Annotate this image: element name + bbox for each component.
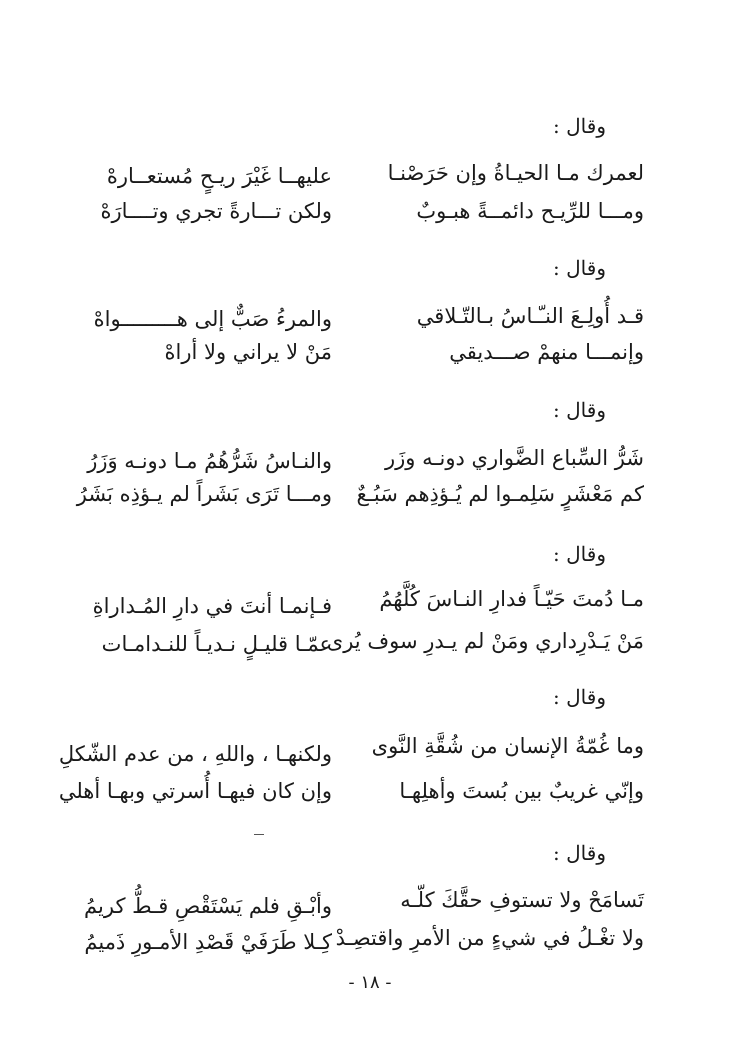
verse-hemistich-left: ولكنهـا ، واللهِ ، من عدم الشّكلِ	[58, 742, 332, 766]
verse-hemistich-left: والنـاسُ شَرُّهُمُ مـا دونـه وَزَرُ	[87, 449, 332, 473]
verse-hemistich-left: عليهــا غَيْرَ ريـحٍ مُستعــارهْ	[106, 164, 332, 188]
verse-hemistich-right: وما غُمّةُ الإنسان من شُقَّةِ النَّوى	[371, 734, 644, 758]
page-number: - ١٨ -	[348, 972, 392, 993]
verse-hemistich-right: مَنْ يَـدْرِداري ومَنْ لم يـدرِ سوف يُرى	[326, 629, 644, 653]
section-label: وقال :	[553, 841, 606, 865]
verse-hemistich-right: قـد أُولِـعَ النـّـاسُ بـالتّـلاقي	[416, 304, 644, 328]
verse-hemistich-left: ولكن تـــارةً تجري وتــــارَهْ	[100, 199, 332, 223]
verse-hemistich-right: تَسامَحْ ولا تستوفِ حقَّكَ كلّـه	[400, 888, 644, 912]
verse-hemistich-right: شَرُّ السِّباع الضَّواري دونـه وزَر	[385, 446, 644, 470]
verse-hemistich-left: وأبْـقِ فلم يَسْتَقْصِ قـطُّ كريمُ	[84, 894, 332, 918]
verse-hemistich-right: وإنمـــا منهمْ صـــديقي	[449, 340, 644, 364]
section-label: وقال :	[553, 398, 606, 422]
verse-hemistich-right: كم مَعْشَرٍ سَلِمـوا لم يُـؤذِهم سَبُـعٌ	[356, 482, 644, 506]
verse-hemistich-right: مـا دُمتَ حَيّـاً فدارِ النـاسَ كُلَّهُمُ	[379, 587, 644, 611]
verse-hemistich-left: مَنْ لا يراني ولا أراهْ	[164, 340, 332, 364]
verse-hemistich-left: فـإنمـا أنتَ في دارِ المُـداراةِ	[92, 594, 332, 618]
section-label: وقال :	[553, 542, 606, 566]
verse-hemistich-right: وإنّي غريبٌ بين بُستَ وأهلِهـا	[399, 779, 644, 803]
verse-hemistich-right: ومـــا للرِّيـح دائمــةً هبـوبٌ	[416, 199, 644, 223]
section-label: وقال :	[553, 685, 606, 709]
verse-hemistich-left: وإن كان فيهـا أُسرتي وبهـا أهلي	[58, 779, 332, 803]
verse-hemistich-left: ومـــا تَرَى بَشَراً لم يـؤذِه بَشَرُ	[76, 482, 332, 506]
verse-hemistich-left: كِـلا طَرَفَيْ قَصْدِ الأمـورِ ذَميمُ	[84, 930, 332, 954]
section-label: وقال :	[553, 256, 606, 280]
verse-hemistich-right: لعمرك مـا الحيـاةُ وإن حَرَصْنـا	[387, 161, 644, 185]
verse-hemistich-left: والمرءُ صَبٌّ إلى هـــــــــواهْ	[93, 307, 332, 331]
divider	[254, 834, 264, 835]
verse-hemistich-left: عمّـا قليـلٍ نـديـاً للنـدامـات	[101, 632, 332, 656]
section-label: وقال :	[553, 114, 606, 138]
verse-hemistich-right: ولا تغْـلُ في شيءٍ من الأمرِ واقتصِـدْ	[335, 926, 644, 950]
